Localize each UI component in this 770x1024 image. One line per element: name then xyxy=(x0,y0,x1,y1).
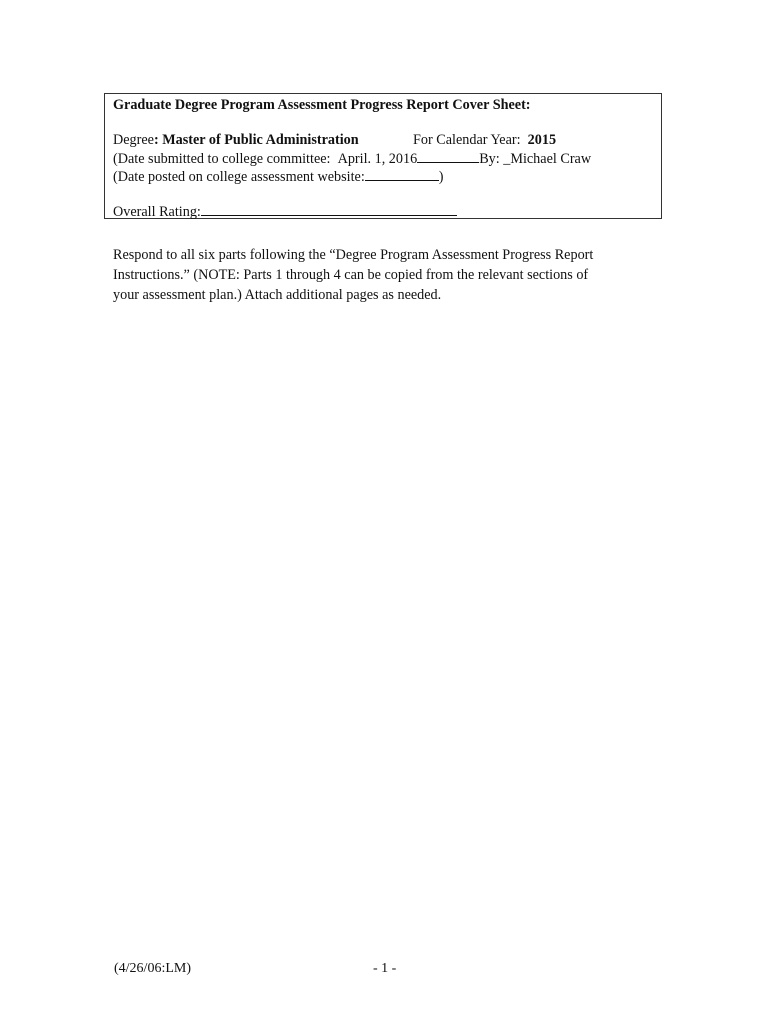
footer-page-number: - 1 - xyxy=(373,961,397,976)
footer-version-code: (4/26/06:LM) xyxy=(114,961,191,976)
calendar-year-value: 2015 xyxy=(527,132,557,148)
date-submitted-blank[interactable] xyxy=(417,150,479,163)
instructions-line: your assessment plan.) Attach additional pages as needed. xyxy=(113,287,442,303)
date-posted-label: (Date posted on college assessment website: xyxy=(113,169,365,185)
instructions-line: Instructions.” (NOTE: Parts 1 through 4 can be copied from the relevant sections of xyxy=(113,267,589,283)
date-posted-line xyxy=(113,168,444,186)
calendar-year-group xyxy=(413,132,556,149)
overall-rating-line xyxy=(113,203,457,221)
date-submitted-value: April. 1, 2016 xyxy=(337,151,418,167)
calendar-year-label: For Calendar Year: xyxy=(413,132,521,148)
degree-value: : Master of Public Administration xyxy=(153,132,359,148)
degree-label: Degree xyxy=(113,132,154,148)
degree-line xyxy=(113,132,557,149)
date-posted-blank[interactable] xyxy=(365,168,439,181)
date-submitted-label: (Date submitted to college committee: xyxy=(113,151,331,167)
overall-rating-blank[interactable] xyxy=(201,203,457,216)
date-submitted-line xyxy=(113,150,591,168)
submitted-by: By: _Michael Craw xyxy=(479,151,592,167)
overall-rating-label: Overall Rating: xyxy=(113,204,201,220)
date-posted-close: ) xyxy=(438,169,444,185)
instructions-paragraph xyxy=(113,245,633,305)
cover-sheet-title: Graduate Degree Program Assessment Progress Report Cover Sheet: xyxy=(113,97,531,113)
instructions-line: Respond to all six parts following the “Degree Program Assessment Progress Report xyxy=(113,247,594,263)
